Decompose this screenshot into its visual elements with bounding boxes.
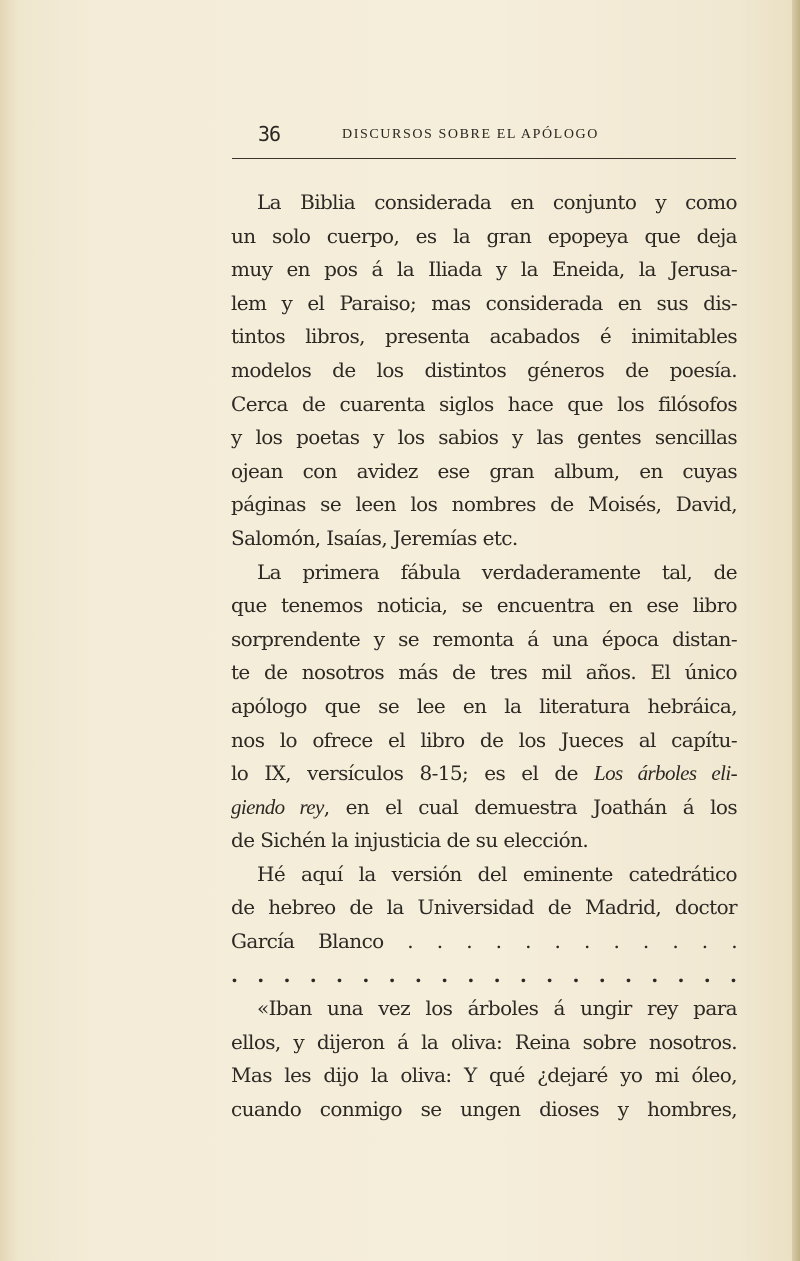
page-edge <box>792 0 800 1261</box>
text-line: de hebreo de la Universidad de Madrid, doctor <box>231 895 737 920</box>
text-line-with-title <box>231 791 737 825</box>
text-line: Cerca de cuarenta siglos hace que los filósofos <box>231 391 737 416</box>
text-line: y los poetas y los sabios y las gentes sencillas <box>231 425 737 450</box>
running-header <box>232 122 736 146</box>
header-rule <box>232 158 736 159</box>
text-line: lem y el Paraiso; mas considerada en sus dis- <box>231 290 737 315</box>
body-text <box>231 186 737 1127</box>
text-line: La Biblia considerada en conjunto y como <box>257 190 737 214</box>
text-fragment: , en el cual demuestra Joathán á los <box>323 794 737 819</box>
text-line: apólogo que se lee en la literatura hebráica, <box>231 693 737 718</box>
text-line: ojean con avidez ese gran album, en cuyas <box>231 458 737 483</box>
text-line: «Iban una vez los árboles á ungir rey para <box>257 996 737 1021</box>
text-line: sorprendente y se remonta á una época distan- <box>231 626 737 651</box>
text-line: de Sichén la injusticia de su elección. <box>231 828 589 853</box>
running-title: DISCURSOS SOBRE EL APÓLOGO <box>342 127 599 142</box>
text-line: muy en pos á la Iliada y la Eneida, la Jerusa- <box>231 257 737 282</box>
text-line: nos lo ofrece el libro de los Jueces al capítu- <box>231 727 737 752</box>
page-number: 36 <box>258 122 281 146</box>
text-line: Hé aquí la versión del eminente catedrático <box>257 861 737 886</box>
page-gutter-shadow <box>0 0 18 1261</box>
fable-title-part-2: giendo rey <box>231 794 324 819</box>
text-line: Mas les dijo la oliva: Y qué ¿dejaré yo mi óleo, <box>231 1063 737 1088</box>
text-line: tintos libros, presenta acabados é inimitables <box>231 324 737 349</box>
text-line: La primera fábula verdaderamente tal, de <box>257 559 737 584</box>
text-line: te de nosotros más de tres mil años. El único <box>231 660 737 685</box>
text-fragment: lo IX, versículos 8-15; es el de <box>231 761 578 786</box>
text-line: modelos de los distintos géneros de poesía. <box>231 357 737 382</box>
text-line: que tenemos noticia, se encuentra en ese libro <box>231 593 737 618</box>
text-line: páginas se leen los nombres de Moisés, David, <box>231 492 737 517</box>
text-line-with-title <box>231 757 737 791</box>
text-line: cuando conmigo se ungen dioses y hombres, <box>231 1097 737 1122</box>
text-line: Salomón, Isaías, Jeremías etc. <box>231 525 518 550</box>
fable-title-part-1: Los árboles eli- <box>594 761 737 786</box>
ellipsis-row: . . . . . . . . . . . . . . . . . . . . <box>231 962 737 987</box>
text-line: García Blanco . . . . . . . . . . . . <box>231 929 737 954</box>
text-line: ellos, y dijeron á la oliva: Reina sobre nosotros. <box>231 1029 737 1054</box>
text-line: un solo cuerpo, es la gran epopeya que deja <box>231 223 737 248</box>
